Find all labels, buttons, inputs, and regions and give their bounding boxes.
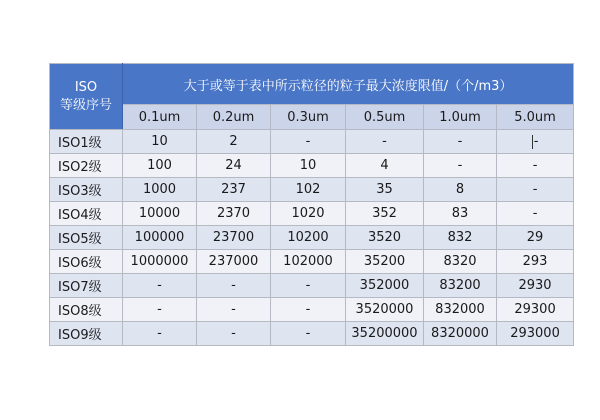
- table-cell: 352: [346, 202, 424, 226]
- table-row: [50, 202, 574, 226]
- table-row: [50, 178, 574, 202]
- table-cell: 293000: [497, 322, 574, 346]
- table-cell: -: [346, 130, 424, 154]
- table-row: [50, 130, 574, 154]
- table-row: [50, 298, 574, 322]
- table-cell: 8320: [424, 250, 497, 274]
- table-cell: 10: [123, 130, 197, 154]
- header-iso-line2: 等级序号: [59, 97, 112, 113]
- table-cell: -: [271, 322, 346, 346]
- table-cell: 10: [271, 154, 346, 178]
- table-cell: 35: [346, 178, 424, 202]
- table-cell: 24: [197, 154, 271, 178]
- column-header-size: 0.5um: [346, 105, 424, 130]
- column-header-size: 1.0um: [424, 105, 497, 130]
- table-cell: 102: [271, 178, 346, 202]
- table-cell: -: [123, 298, 197, 322]
- table-row: [50, 226, 574, 250]
- table-cell: -: [123, 274, 197, 298]
- header-iso-class: [50, 64, 123, 130]
- table-cell: 10000: [123, 202, 197, 226]
- table-cell: 3520000: [346, 298, 424, 322]
- row-label-iso-class: ISO4级: [50, 202, 123, 226]
- table-cell: 2930: [497, 274, 574, 298]
- table-cell: 8320000: [424, 322, 497, 346]
- table-cell: 29300: [497, 298, 574, 322]
- header-iso-line1: ISO: [74, 79, 98, 95]
- table-cell: -: [497, 202, 574, 226]
- table-cell: 832000: [424, 298, 497, 322]
- table-cell: 23700: [197, 226, 271, 250]
- table-cell: -: [271, 298, 346, 322]
- column-header-size: 5.0um: [497, 105, 574, 130]
- iso-cleanliness-table: [49, 63, 574, 346]
- table-row: [50, 274, 574, 298]
- table-cell: -: [197, 298, 271, 322]
- table-cell: 10200: [271, 226, 346, 250]
- table-cell: -: [271, 274, 346, 298]
- table-row: [50, 322, 574, 346]
- table-cell: -: [197, 274, 271, 298]
- table-cell: 1000000: [123, 250, 197, 274]
- table-cell: -: [197, 322, 271, 346]
- row-label-iso-class: ISO6级: [50, 250, 123, 274]
- table-cell: 237: [197, 178, 271, 202]
- table-cell: 100: [123, 154, 197, 178]
- table-cell: 3520: [346, 226, 424, 250]
- table-cell: -: [424, 154, 497, 178]
- table-cell: [497, 130, 574, 154]
- table-row: [50, 154, 574, 178]
- header-concentration-title: 大于或等于表中所示粒径的粒子最大浓度限值/（个/m3）: [123, 64, 574, 105]
- row-label-iso-class: ISO1级: [50, 130, 123, 154]
- table-cell: 293: [497, 250, 574, 274]
- table-cell: 4: [346, 154, 424, 178]
- table-cell: 2: [197, 130, 271, 154]
- row-label-iso-class: ISO7级: [50, 274, 123, 298]
- row-label-iso-class: ISO3级: [50, 178, 123, 202]
- row-label-iso-class: ISO8级: [50, 298, 123, 322]
- row-label-iso-class: ISO5级: [50, 226, 123, 250]
- table-cell: 83: [424, 202, 497, 226]
- table-cell: 832: [424, 226, 497, 250]
- table-row: [50, 250, 574, 274]
- text-cursor: [532, 135, 533, 149]
- table-cell: -: [497, 154, 574, 178]
- table-cell: 29: [497, 226, 574, 250]
- column-header-size: 0.3um: [271, 105, 346, 130]
- table-cell: 102000: [271, 250, 346, 274]
- table-cell: 352000: [346, 274, 424, 298]
- column-header-size: 0.2um: [197, 105, 271, 130]
- table-cell: 35200000: [346, 322, 424, 346]
- table-cell: 35200: [346, 250, 424, 274]
- table-cell: -: [123, 322, 197, 346]
- table-cell: 83200: [424, 274, 497, 298]
- row-label-iso-class: ISO9级: [50, 322, 123, 346]
- column-header-size: 0.1um: [123, 105, 197, 130]
- row-label-iso-class: ISO2级: [50, 154, 123, 178]
- table-cell: 1020: [271, 202, 346, 226]
- table-cell-value: -: [533, 134, 539, 149]
- table-cell: 1000: [123, 178, 197, 202]
- table-cell: -: [271, 130, 346, 154]
- table-cell: -: [497, 178, 574, 202]
- table-cell: 2370: [197, 202, 271, 226]
- table-cell: 8: [424, 178, 497, 202]
- table-cell: 237000: [197, 250, 271, 274]
- table-cell: 100000: [123, 226, 197, 250]
- table-cell: -: [424, 130, 497, 154]
